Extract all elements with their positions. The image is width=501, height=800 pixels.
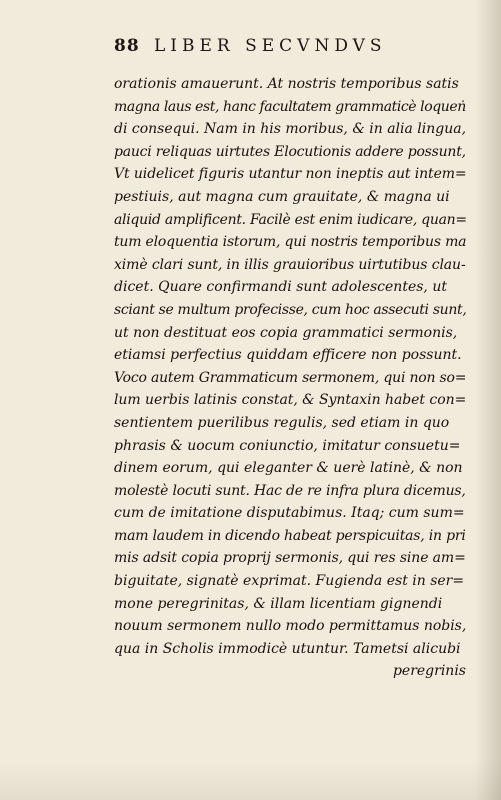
text-line: lum uerbis latinis constat, & Syntaxin habet con= <box>114 392 467 409</box>
text-line: di consequi. Nam in his moribus, & in alia lingua, <box>114 121 467 138</box>
text-line: aliquid amplificent. Facilè est enim iudicare, quan= <box>114 211 467 228</box>
text-line: pauci reliquas uirtutes Elocutionis addere possunt, <box>114 143 466 160</box>
text-line: ximè clari sunt, in illis grauioribus uirtutibus clau- <box>114 256 466 273</box>
text-line: etiamsi perfectius quiddam efficere non possunt. <box>114 347 462 364</box>
page-edge-shadow <box>475 0 501 800</box>
text-line: qua in Scholis immodicè utuntur. Tametsi alicubi <box>114 640 461 657</box>
page-bottom-shadow <box>0 760 501 800</box>
text-line: biguitate, signatè exprimat. Fugienda est in ser= <box>114 573 465 590</box>
running-head: LIBER SECVNDVS <box>154 36 387 56</box>
text-line: tum eloquentia istorum, qui nostris temporibus ma <box>114 234 467 251</box>
catchword: peregrinis <box>392 663 466 680</box>
text-line: Vt uidelicet figuris utantur non ineptis aut intem= <box>114 166 467 183</box>
body-text <box>114 73 466 683</box>
text-line: cum de imitatione disputabimus. Itaq; cum sum= <box>114 505 465 522</box>
text-line: ut non destituat eos copia grammatici sermonis, <box>114 324 458 341</box>
text-line: sentientem puerilibus regulis, sed etiam in quo <box>114 414 450 431</box>
text-line: phrasis & uocum coniunctio, imitatur consuetu= <box>114 437 461 454</box>
text-line: dicet. Quare confirmandi sunt adolescentes, ut <box>114 279 447 296</box>
text-line: sciant se multum profecisse, cum hoc assecuti sunt, <box>114 301 467 318</box>
page-number: 88 <box>114 36 140 56</box>
text-line: dinem eorum, qui eleganter & uerè latinè, & non <box>114 460 463 477</box>
text-line: mone peregrinitas, & illam licentiam gignendi <box>114 595 443 612</box>
text-line: mam laudem in dicendo habeat perspicuitas, in pri <box>114 527 466 544</box>
text-line: orationis amauerunt. At nostris temporibus satis <box>114 76 459 92</box>
text-line: mis adsit copia proprij sermonis, qui res sine am= <box>114 550 466 567</box>
text-line: pestiuis, aut magna cum grauitate, & magna ui <box>114 188 450 205</box>
text-line: magna laus est, hanc facultatem grammaticè loqueṅ <box>114 98 466 115</box>
text-line: Voco autem Grammaticum sermonem, qui non so= <box>114 369 467 386</box>
text-line: nouum sermonem nullo modo permittamus nobis, <box>114 618 467 635</box>
text-line: molestè locuti sunt. Hac de re infra plura dicemus, <box>114 482 466 499</box>
page-header <box>114 36 454 62</box>
